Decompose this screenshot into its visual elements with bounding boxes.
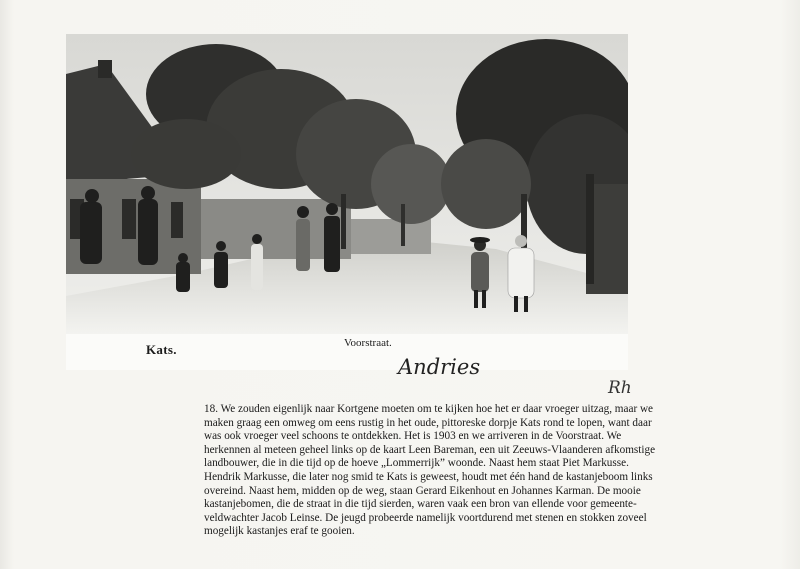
postcard	[66, 34, 628, 370]
caption-line: overeind. Naast hem, midden op de weg, staan Gerard Eikenhout en Johannes Karman. De mooie	[204, 484, 641, 497]
street-photograph	[66, 34, 628, 334]
caption-line: 18. We zouden eigenlijk naar Kortgene moeten om te kijken hoe het er daar vroeger uitzag, maar we	[204, 403, 654, 415]
caption-line: herkennen al meteen geheel links op de kaart Leen Bareman, een uit Zeeuws-Vlaanderen afkomstige	[204, 443, 656, 456]
caption-line: landbouwer, die in die tijd op de hoeve „Lommerrijk” woonde. Naast hem staat Piet Markusse.	[204, 457, 629, 470]
handwritten-initials: Rh	[608, 378, 632, 398]
postcard-place-label: Kats.	[146, 342, 177, 357]
caption-line: mogelijk kastanjes eraf te gooien.	[204, 525, 355, 538]
photo-caption-text	[204, 403, 734, 539]
caption-line: maken graag een omweg om eens rustig in het oude, pittoreske dorpje Kats rond te lopen, want daar	[204, 416, 652, 429]
caption-line: was ook vroeger veel schoons te ontdekken. Het is 1903 en we arriveren in de Voorstraat. We	[204, 430, 622, 443]
caption-line: Hendrik Markusse, die later nog smid te Kats is geweest, houdt met één hand de kastanjeboom links	[204, 470, 653, 483]
caption-line: kastanjebomen, die de straat in die tijd sierden, waren vaak een bron van ellende voor gemeente-	[204, 498, 637, 511]
street-photograph-drawing	[66, 34, 628, 334]
caption-line: veldwachter Jacob Leinse. De jeugd probeerde namelijk voortdurend met stenen en stokken zoveel	[204, 511, 647, 524]
postcard-street-label: Voorstraat.	[344, 337, 392, 349]
handwritten-name: Andries	[398, 355, 481, 379]
